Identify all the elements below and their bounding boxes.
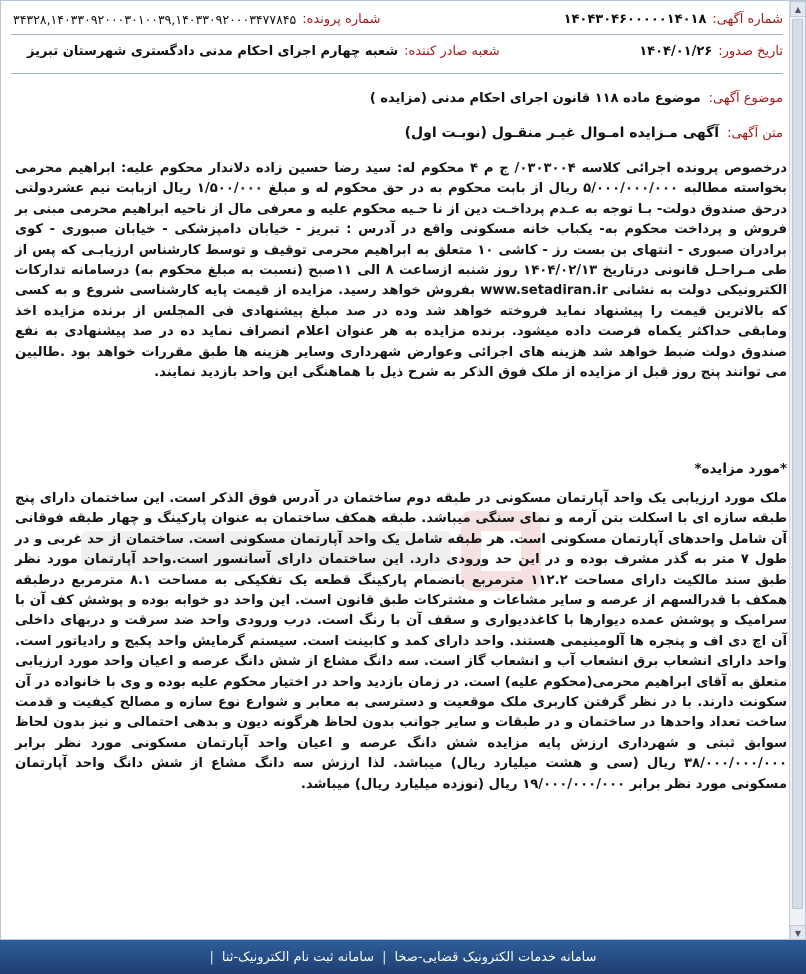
vertical-scrollbar[interactable] (789, 1, 805, 940)
issuer-label: شعبه صادر کننده: (404, 43, 500, 59)
ad-number-label: شماره آگهی: (712, 11, 783, 27)
scroll-down-icon[interactable]: ▼ (790, 925, 806, 940)
footer-link-sana[interactable]: سامانه ثبت نام الکترونیک-ثنا (221, 949, 375, 965)
text-title: آگهی مـزایده امـوال غیـر منقـول (نوبـت اول) (404, 125, 720, 141)
ad-number (381, 12, 783, 27)
case-number-label: شماره پرونده: (302, 11, 381, 27)
text-label: متن آگهی: (727, 125, 783, 141)
issue-date-label: تاریخ صدور: (718, 43, 783, 59)
text-title-row (13, 125, 783, 141)
case-number (13, 12, 381, 27)
header-divider (11, 34, 783, 35)
subject-label: موضوع آگهی: (708, 91, 783, 106)
header-row-2 (13, 39, 783, 63)
header-divider (11, 73, 783, 74)
ad-number-value: ۱۴۰۴۳۰۴۶۰۰۰۰۰۱۴۰۱۸ (563, 11, 707, 27)
issue-date-value: ۱۴۰۴/۰۱/۲۶ (639, 43, 713, 59)
footer-separator: | (382, 949, 387, 965)
issue-date (500, 44, 783, 59)
subject-row (13, 91, 783, 106)
subject-value: موضوع ماده ۱۱۸ قانون اجرای احکام مدنی (مزایده ) (369, 91, 701, 106)
section-title: *مورد مزایده* (694, 461, 787, 477)
scroll-thumb[interactable] (792, 19, 803, 909)
footer-link-sakha[interactable]: سامانه خدمات الکترونیک قضایی-صخا (394, 949, 597, 965)
notice-paragraph-1: درخصوص پرونده اجرائی کلاسه ۰۳۰۳۰۰۴/ ج م ۴ محکوم له: سید رضا حسین زاده دلاندار محکوم علیه: ابراهیم محرمی بخواسته مطالبه ۵/۰۰۰/۰۰۰/۰۰۰ ریال از بابت محکوم به در حق محکوم له و مبلغ ۱/۵۰۰/۰۰۰ ریال ازبابت نیم عشردولتی درحق صندوق دولت- بـا توجه به عـدم پرداخـت دین از نا حـیه محکوم علیه و معرفی مال از ناحیه ابراهیم محرمی مبنی بر فروش و پرداخت محکوم به- یکباب خانه مسکونی واقع در آدرس : تبریز - خیابان دامپزشکی - خیابان صبوری - کوی برادران صبوری - انتهای بن بست رز - کاشی ۱۰ متعلق به ابراهیم محرمی توقیف و توسط کارشناس ارزیابـی که پس از طی مـراحـل قانونی درتاریخ ۱۴۰۴/۰۲/۱۳ روز شنبه ازساعت ۸ الی ۱۱صبح (نسبت به مبلغ محکوم به) درسامانه تدارکات الکترونیکی دولت به نشانی www.setadiran.ir بفروش خواهد رسید. مزایده از قیمت پایه کارشناسی شروع و به کسی که بالاترین قیمت را پیشنهاد نماید فروخته خواهد شد وده در صد مبلغ پیشنهادی فی المجلس از برنده مزایده اخذ ومابقی حداکثر یکماه فرصت داده میشود. برنده مزایده به هر عنوان اعلام انصراف نماید ده در صد پیشنهادی به نفع صندوق دولت ضبط خواهد شد هزینه های اجرائی وعوارض شهرداری وسایر هزینه ها طبق مقررات خواهد بود .طالبین می توانند پنج روز قبل از مزایده از ملک فوق الذکر به شرح ذیل با هماهنگی این واحد بازدید نمایند. (15, 161, 788, 381)
issuer-value: شعبه چهارم اجرای احکام مدنی دادگستری شهرستان تبریز (27, 43, 399, 59)
issuer (27, 44, 500, 59)
footer-bar (0, 940, 806, 974)
scroll-up-icon[interactable]: ▲ (790, 1, 806, 17)
header-row-1 (13, 7, 783, 31)
footer-separator-end: | (209, 949, 214, 965)
notice-paragraph-2: ملک مورد ارزیابی یک واحد آپارتمان مسکونی در طبقه دوم ساختمان در آدرس فوق الذکر است. این ساختمان دارای پنج طبقه سازه ای با اسکلت بتن آرمه و نمای سنگی میباشد. طبقه همکف ساختمان به عنوان پارکینگ و چهار طبقه فوقانی آن شامل واحدهای آپارتمان مسکونی است. هر طبقه شامل یک واحد آپارتمان مسکونی است. ساختمان از حد غربی و در طول ۷ متر به گذر مشرف بوده و در این حد ورودی دارد. این ساختمان دارای آسانسور است.واحد آپارتمان مورد نظر طبق سند مالکیت دارای مساحت ۱۱۲.۲ مترمربع بانضمام پارکینگ قطعه یک تفکیکی به مساحت ۸.۱ مترمربع درطبقه همکف با قدرالسهم از عرصه و سایر مشاعات و مشترکات طبق قانون است. این واحد دو خوابه بوده و پوشش کف آن با سرامیک و پوشش عمده دیوارها با کاغذدیواری و سقف آن با رنگ است. درب ورودی واحد ضد سرقت و دربهای داخلی آن اچ دی اف و پنجره ها آلومینیمی هستند. واحد دارای کمد و کابینت است. سیستم گرمایش واحد پکیج و رادیاتور است. واحد دارای انشعاب برق انشعاب آب و انشعاب گاز است. سه دانگ مشاع از شش دانگ عرصه و اعیان واحد مورد ارزیابی متعلق به آقای ابراهیم محرمی(محکوم علیه) است. در زمان بازدید واحد در اختیار محکوم علیه بوده و وی با خانواده در آن سکونت دارند. با در نظر گرفتن کاربری ملک موقعیت و دسترسی به معابر و شوارع نوع سازه و مصالح کیفیت و قدمت ساخت تعداد واحدها در ساختمان و در طبقات و سایر جوانب بدون لحاظ هرگونه دیون و بدهی احتمالی و نیز بدون لحاظ سوابق ثبتی و شهرداری ارزش پایه مزایده شش دانگ عرصه و اعیان واحد آپارتمان مسکونی مورد نظر برابر ۳۸/۰۰۰/۰۰۰/۰۰۰ ریال (سی و هشت میلیارد ریال) میباشد. لذا ارزش سه دانگ مشاع از شش دانگ واحد آپارتمان مسکونی مورد نظر برابر ۱۹/۰۰۰/۰۰۰/۰۰۰ ریال (نوزده میلیارد ریال) میباشد. (15, 491, 788, 792)
case-number-value: ۳۴۳۲۸,۱۴۰۳۳۰۹۲۰۰۰۳۰۱۰۰۳۹,۱۴۰۳۳۰۹۲۰۰۰۳۴۷۷۸۴۵ (13, 11, 297, 27)
